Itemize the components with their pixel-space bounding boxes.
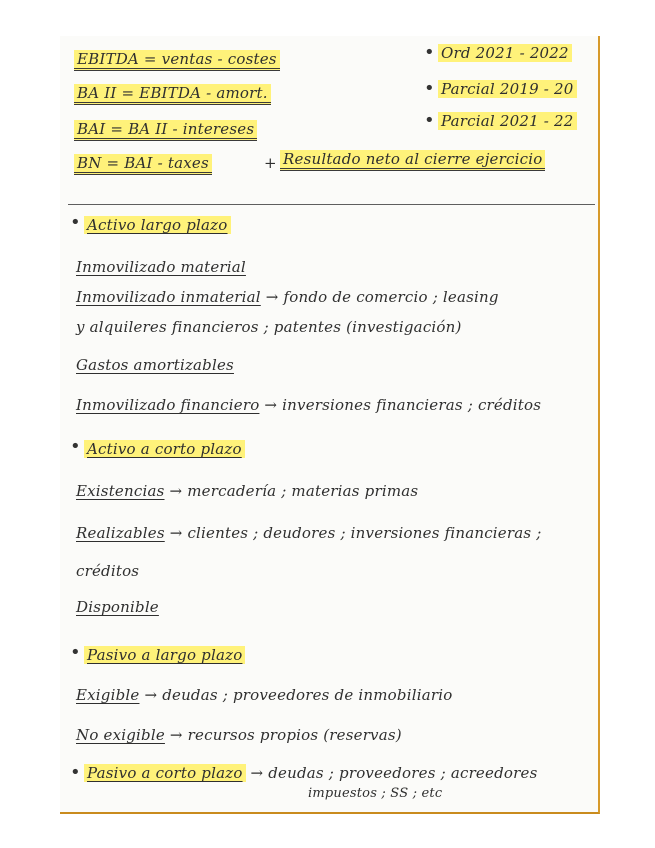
exam-ord-2021-2022: Ord 2021 - 2022: [438, 44, 572, 62]
term: No exigible: [76, 726, 165, 744]
separator-line: [68, 204, 595, 205]
section-activo-corto-plazo: Activo a corto plazo: [84, 440, 245, 458]
activo-lp-line-3: [76, 318, 462, 336]
bullet: •: [70, 762, 81, 783]
result-marker: +: [264, 154, 277, 172]
pasivo-lp-line-1: [76, 686, 452, 704]
definition: → mercadería ; materias primas: [169, 482, 419, 500]
term: Exigible: [76, 686, 140, 704]
exam-parcial-2021-22: Parcial 2021 - 22: [438, 112, 577, 130]
resultado-neto: Resultado neto al cierre ejercicio: [280, 150, 545, 171]
term: Inmovilizado material: [76, 258, 246, 276]
term: Existencias: [76, 482, 165, 500]
bullet: •: [424, 78, 435, 99]
section-pasivo-largo-plazo: Pasivo a largo plazo: [84, 646, 245, 664]
activo-lp-line-2: [76, 288, 499, 306]
activo-cp-line-3: [76, 562, 139, 580]
bullet: •: [70, 642, 81, 663]
activo-lp-line-4: [76, 356, 234, 374]
pasivo-cp-line-2: [308, 786, 442, 801]
pasivo-lp-line-2: [76, 726, 402, 744]
term: Disponible: [76, 598, 159, 616]
activo-lp-line-1: [76, 258, 246, 276]
definition: → fondo de comercio ; leasing: [265, 288, 499, 306]
definition: → deudas ; proveedores ; acreedores: [250, 764, 538, 782]
activo-lp-line-5: [76, 396, 541, 414]
activo-cp-line-1: [76, 482, 418, 500]
definition: impuestos ; SS ; etc: [308, 786, 443, 801]
definition: → recursos propios (reservas): [169, 726, 402, 744]
formula-ba2: BA II = EBITDA - amort.: [74, 84, 271, 105]
notebook-page: [60, 36, 600, 814]
term: Inmovilizado financiero: [76, 396, 260, 414]
definition: → clientes ; deudores ; inversiones financieras ;: [169, 524, 542, 542]
pasivo-cp-line-1: [84, 764, 537, 782]
formula-bai: BAI = BA II - intereses: [74, 120, 257, 141]
definition: y alquileres financieros ; patentes (investigación): [76, 318, 462, 336]
exam-parcial-2019-20: Parcial 2019 - 20: [438, 80, 577, 98]
definition: créditos: [76, 562, 140, 580]
definition: → inversiones financieras ; créditos: [264, 396, 542, 414]
term: Inmovilizado inmaterial: [76, 288, 261, 306]
bullet: •: [70, 212, 81, 233]
definition: → deudas ; proveedores de inmobiliario: [144, 686, 453, 704]
bullet: •: [424, 110, 435, 131]
term: Realizables: [76, 524, 165, 542]
formula-bn: BN = BAI - taxes: [74, 154, 212, 175]
activo-cp-line-2: [76, 524, 542, 542]
bullet: •: [70, 436, 81, 457]
bullet: •: [424, 42, 435, 63]
term: Gastos amortizables: [76, 356, 234, 374]
activo-cp-line-4: [76, 598, 159, 616]
section-activo-largo-plazo: Activo largo plazo: [84, 216, 231, 234]
section-pasivo-corto-plazo: Pasivo a corto plazo: [84, 764, 246, 782]
formula-ebitda: EBITDA = ventas - costes: [74, 50, 280, 71]
